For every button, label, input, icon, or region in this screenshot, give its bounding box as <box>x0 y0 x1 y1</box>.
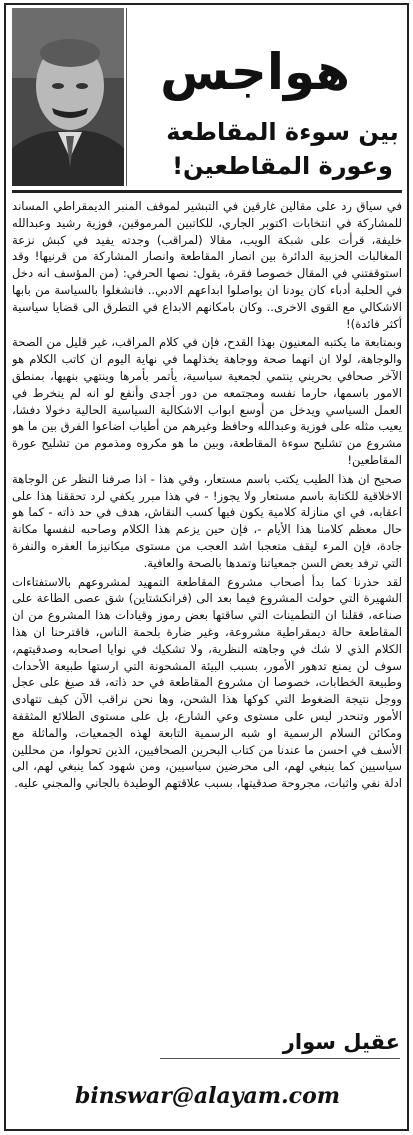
article-paragraph: في سياق رد على مقالين غارقين في التبشير لموقف المنبر الديمقراطي المساند للمشاركة في انتخابات اكتوبر الجاري، للكاتبين المرموقين، فوزية رشيد وعبدالله خليفة، قرأت على شبكة الويب، مقالا (لمراقب) وجدته يفيد في كبش نزعة المغالبات الحزبية الدائرة بين انصار المقاطعة وانصار المشاركة من قرنيها! وقد استوقفتني في المقال خصوصا فقرة، يقول: نصها الحرفي: (من المؤسف انه دخل في الحلبة أدباء كان يودنا ان يواصلوا ابداعهم الادبي.. فانشغلوا بالسياسة من بابها الاشكالي مع القوى الاخرى.. وكان بامكانهم الابداع في التطرق الى قضايا سياسية أكثر فائدة)! <box>12 199 402 331</box>
article-paragraph: صحيح ان هذا الطيب يكتب باسم مستعار، وفي هذا - اذا صرفنا النظر عن الوجاهة الاخلاقية للكتابة باسم مستعار ولا يجوز! - في هذا مبرر يكفي لرد تحققنا هذا على اعقابه، في اي منازلة كلامية يكون فيها كسب النقاش، هدف في حد ذاته - كما هو حال معظم كلامنا هذا الأيام -، فإن حين يزعم هذا الكلام وصاحبه لنفسها مكانة جادة، فإن المرء ليقف متعجبا اشد العجب من مستوى ميكانيزما العفره والنفرة التي ترفد بعض السن جمعياتنا وتمدها بالصحة والعافية. <box>12 471 402 570</box>
article-headline: بين سوءة المقاطعة وعورة المقاطعين! <box>166 118 399 180</box>
article-body <box>12 198 402 1028</box>
column-title: هواجس <box>160 43 350 101</box>
author-photo <box>12 8 124 186</box>
photo-divider <box>126 8 127 186</box>
header-rule <box>12 190 402 193</box>
author-email[interactable]: binswar@alayam.com <box>74 1083 341 1109</box>
author-signature: عقيل سوار <box>282 1030 400 1054</box>
author-portrait-icon <box>12 8 124 186</box>
article-paragraph: وبمتابعة ما يكتبه المعنيون بهذا القدح، فإن في كلام المراقب، غير قليل من الصحة والوجاهة، لولا ان انهما صحة ووجاهة يخذلهما في نهاية اليوم ان كاتب الكلام هو الآخر صحافي بحريني ينتمي لجمعية سياسية، يأتمر بأمرها وينتهي بنهيها، بمنطق الامور باسمها، حارما نفسه ومجتمعه من دور أجدى وأنفع لو انه لم ينخرط في العمل السياسي ويدخل من أوسع ابواب الاشكالية السياسية الحالية دخولا دفشا، يعيب مثله على فوزية وعبدالله وحافظ وغيرهم من أطياب اضاعوا الفرق بين ما هو مشروع من تشليح سوءة المقاطعة، وبين ما هو مكروه ومذموم من تشليح عورة المقاطعين! <box>12 335 402 467</box>
article-paragraph: لقد حذرنا كما بدأ أصحاب مشروع المقاطعة التمهيد لمشروعهم بالاستفتاءات الشهيرة التي حولت المشروع فيما بعد الى (فرانكشتاين) شق عصى الطاعة على صناعه، فقلنا ان التطمينات التي ساقتها بعض رموز وقيادات هذا المشروع من ان المقاطعة حالة ديمقراطية مشروعة، وغير ضارة بلحمة الناس، فاقترحنا ان هذا الكلام الذي لا شك في وجاهته النظرية، ولا تشكيك في نوايا اصحابه وصدقيتهم، سوف لن يمنع تدهور الأمور، بسبب البيئة المشحونة التي ارستها طبيعة الأحداث وطبيعة الخطابات، خصوصا ان مشروع المقاطعة في حد ذاته، قد صيغ على عجل ووجل نتيجة الضغوط التي كوكها هذا الشحن، وها نحن نراقب الآن كيف تتهادى الأمور وتنحدر ليس على مستوى وعي الشارع، بل على مستوى الطلائع المثقفة ومكائن السلام الرسمية او شبه الرسمية التابعة لهذه الجمعيات، والماثلة مع الأسف في احسن ما عندنا من كتاب البحرين الصحافيين، الذين تحولوا، من محللين سياسيين كما ينبغي لهم، الى محرضين سياسيين، ومن شهود كما ينبغي لهم، الى ادلة نفي واثبات، مجروحة صدقيتها، بسبب علاقتهم الوطيدة بالجاني والمجني عليه. <box>12 574 402 791</box>
signature-rule <box>160 1058 400 1059</box>
